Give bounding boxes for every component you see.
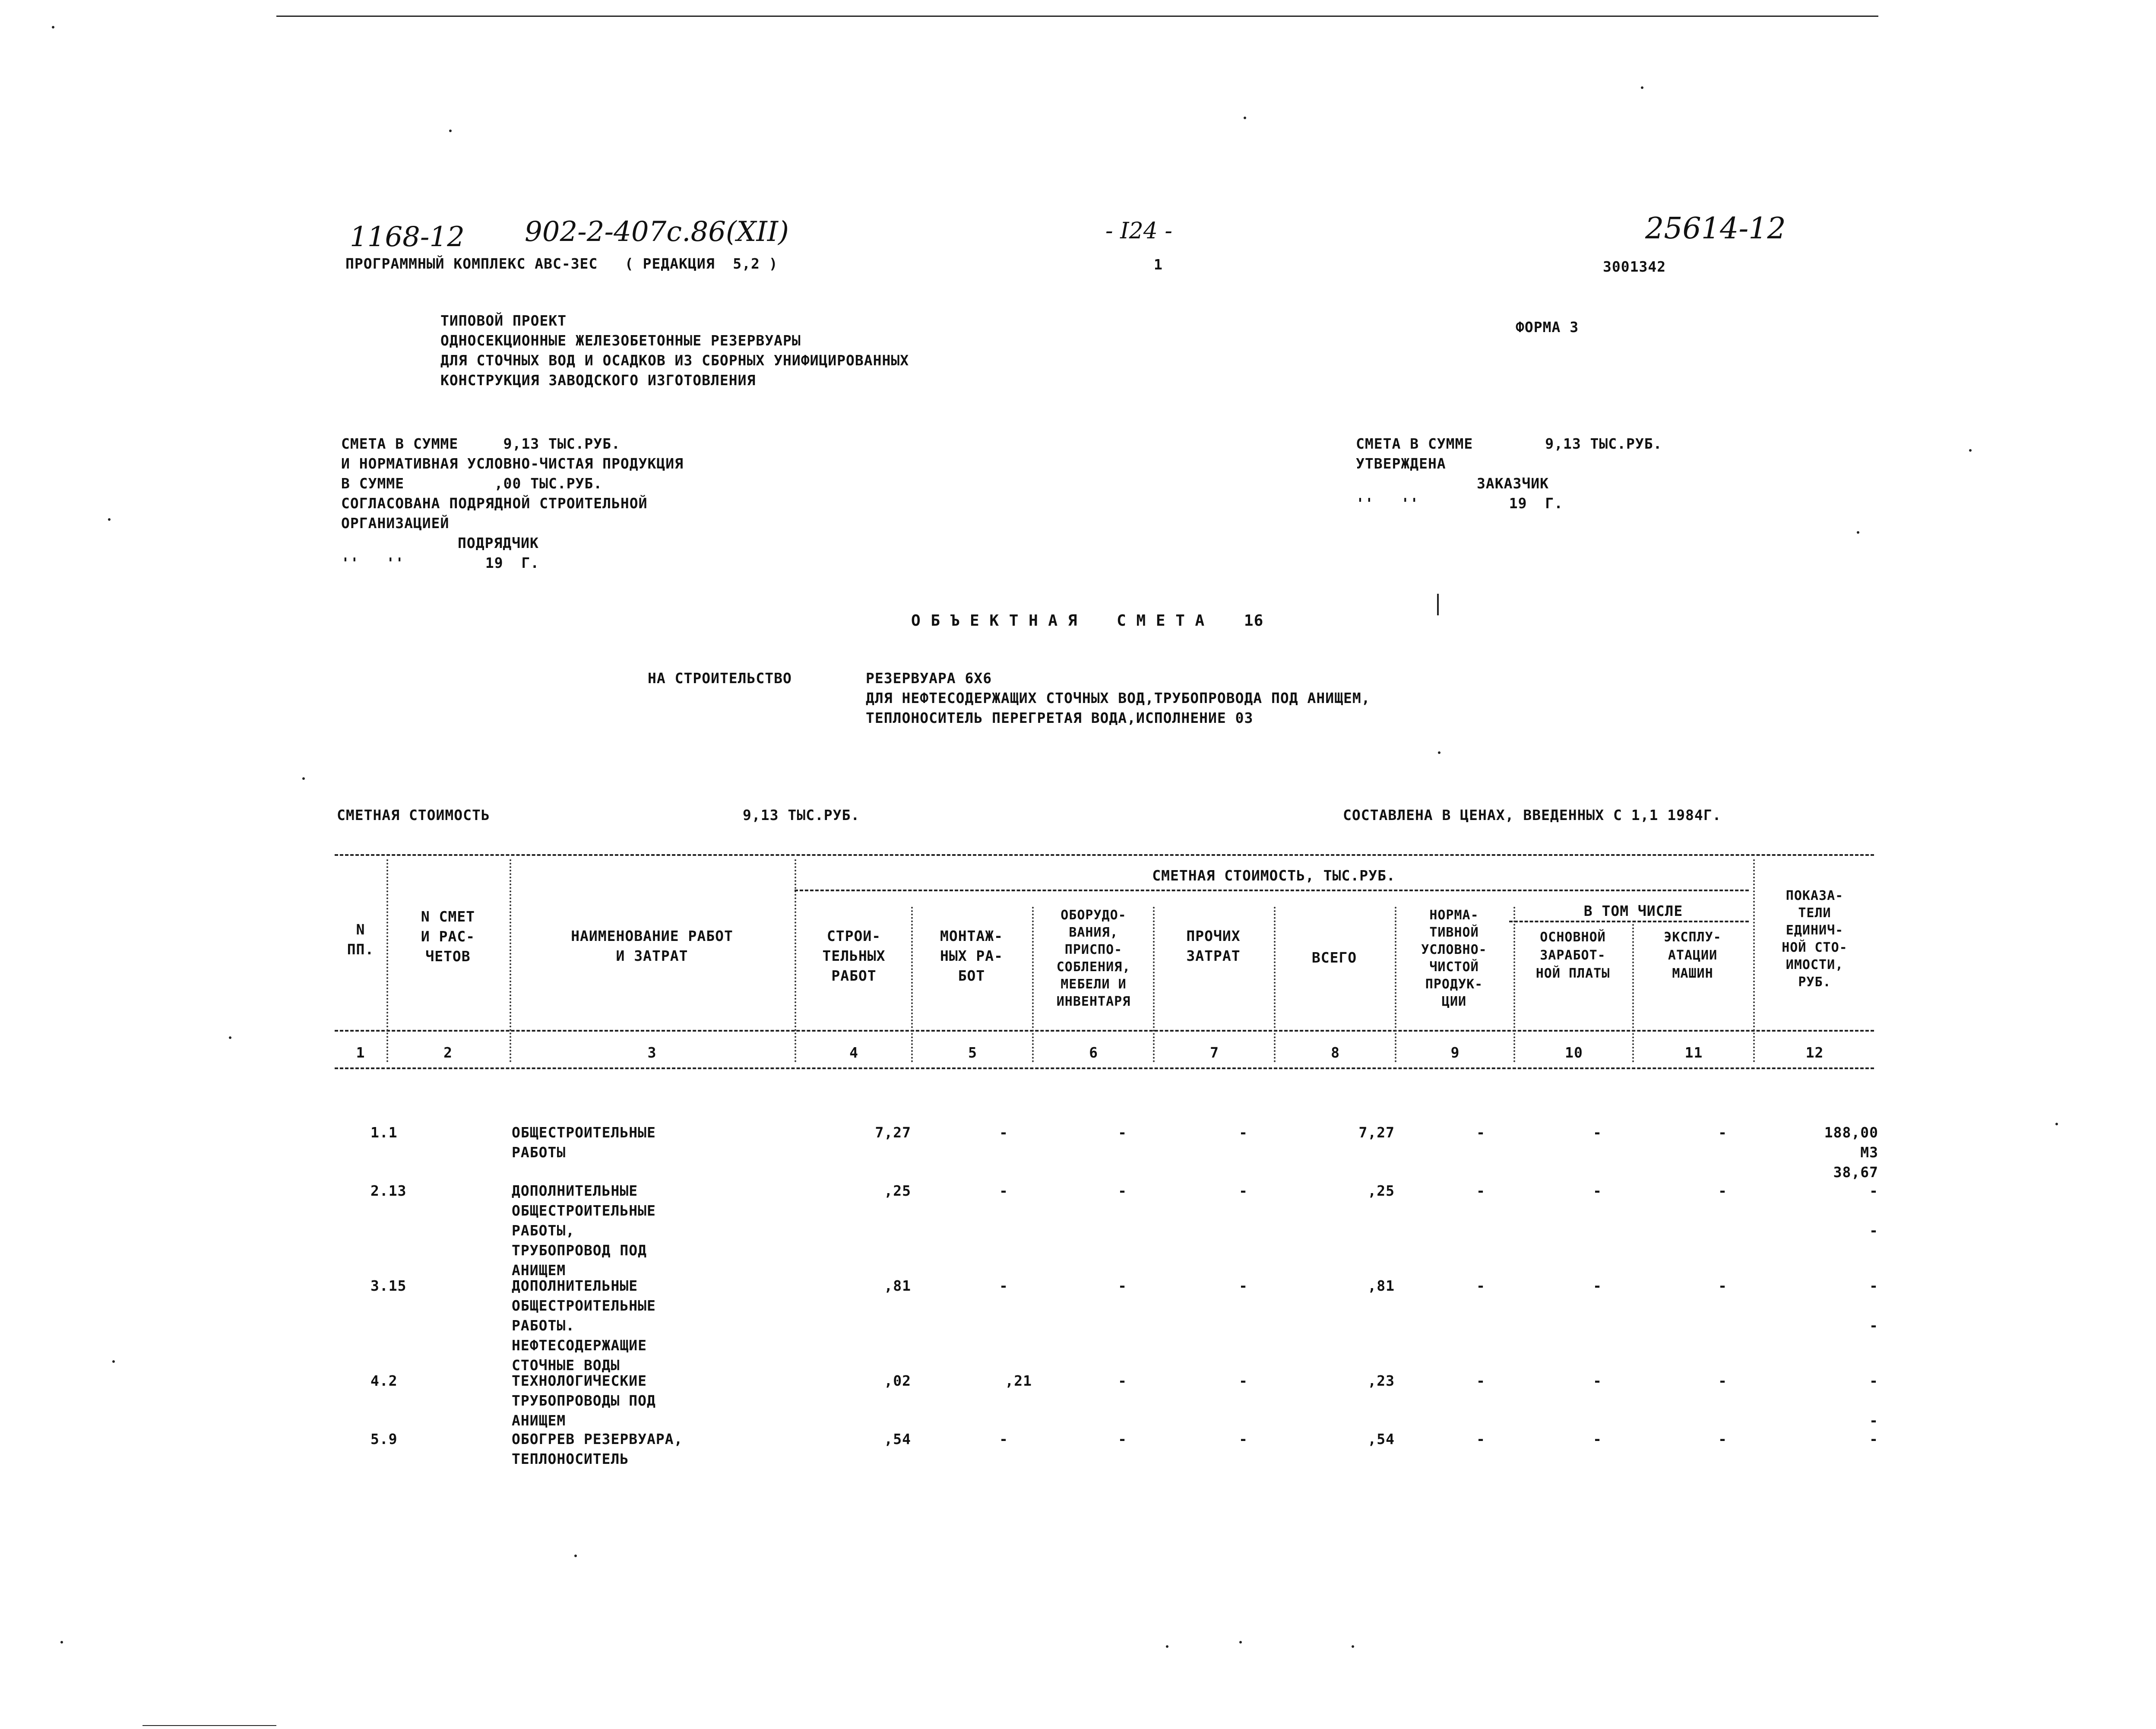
row-stroit: ,25 <box>884 1182 911 1199</box>
column-header: ВСЕГО <box>1311 949 1357 966</box>
contractor-line-2: И НОРМАТИВНАЯ УСЛОВНО-ЧИСТАЯ ПРОДУКЦИЯ <box>341 455 684 472</box>
group-header-border <box>795 890 1749 891</box>
contractor-line-3: В СУММЕ ,00 ТЫС.РУБ. <box>341 475 603 492</box>
scan-speck <box>1969 449 1972 452</box>
column-number: 12 <box>1805 1044 1824 1061</box>
customer-line-1: СМЕТА В СУММЕ 9,13 ТЫС.РУБ. <box>1356 435 1662 452</box>
row-stroit: ,81 <box>884 1277 911 1294</box>
row-zarplata: - <box>1593 1372 1602 1389</box>
project-line-1: ТИПОВОЙ ПРОЕКТ <box>440 312 567 329</box>
row-name: ОБОГРЕВ РЕЗЕРВУАРА, ТЕПЛОНОСИТЕЛЬ <box>512 1431 683 1467</box>
title-subject-3: ТЕПЛОНОСИТЕЛЬ ПЕРЕГРЕТАЯ ВОДА,ИСПОЛНЕНИЕ 03 <box>866 709 1254 726</box>
row-norm: - <box>1476 1277 1485 1294</box>
estimated-cost-value: 9,13 ТЫС.РУБ. <box>743 807 860 823</box>
column-number: 8 <box>1331 1044 1340 1061</box>
scan-speck <box>302 777 305 780</box>
row-norm: - <box>1476 1124 1485 1141</box>
project-line-2: ОДНОСЕКЦИОННЫЕ ЖЕЛЕЗОБЕТОННЫЕ РЕЗЕРВУАРЫ <box>440 332 801 349</box>
row-smeta: 1.1 <box>370 1124 398 1141</box>
column-number: 3 <box>647 1044 657 1061</box>
contractor-line-6: ПОДРЯДЧИК <box>458 535 539 551</box>
scan-speck <box>1244 117 1246 119</box>
column-header: ПРОЧИХ ЗАТРАТ <box>1186 928 1241 964</box>
customer-line-4: '' '' 19 Г. <box>1356 495 1563 512</box>
row-oborud: - <box>1118 1277 1127 1294</box>
row-name: ДОПОЛНИТЕЛЬНЫЕ ОБЩЕСТРОИТЕЛЬНЫЕ РАБОТЫ. НЕФТЕСОДЕРЖАЩИЕ СТОЧНЫЕ ВОДЫ <box>512 1277 656 1374</box>
column-number: 11 <box>1684 1044 1703 1061</box>
scan-speck <box>229 1036 231 1039</box>
row-mashiny: - <box>1718 1372 1727 1389</box>
column-divider <box>911 907 913 1062</box>
row-oborud: - <box>1118 1124 1127 1141</box>
column-number: 4 <box>849 1044 858 1061</box>
row-name: ДОПОЛНИТЕЛЬНЫЕ ОБЩЕСТРОИТЕЛЬНЫЕ РАБОТЫ, ТРУБОПРОВОД ПОД АНИЩЕМ <box>512 1182 656 1279</box>
column-divider <box>1032 907 1034 1062</box>
row-montazh: ,21 <box>1005 1372 1032 1389</box>
contractor-line-1: СМЕТА В СУММЕ 9,13 ТЫС.РУБ. <box>341 435 621 452</box>
column-header: ОСНОВНОЙ ЗАРАБОТ- НОЙ ПЛАТЫ <box>1535 930 1610 981</box>
bottom-rule <box>142 1725 276 1726</box>
row-pokaz: - - <box>1869 1372 1878 1429</box>
column-number: 5 <box>968 1044 977 1061</box>
top-rule <box>276 16 1878 17</box>
document-title: О Б Ъ Е К Т Н А Я С М Е Т А 16 <box>911 612 1264 630</box>
scan-speck <box>574 1555 577 1557</box>
row-montazh: - <box>999 1182 1008 1199</box>
column-header: ОБОРУДО- ВАНИЯ, ПРИСПО- СОБЛЕНИЯ, МЕБЕЛИ И ИНВЕНТАРЯ <box>1056 908 1131 1009</box>
column-divider <box>510 859 511 1062</box>
column-number: 7 <box>1210 1044 1219 1061</box>
scan-speck <box>1438 751 1440 754</box>
row-pokaz: - - <box>1869 1277 1878 1334</box>
row-stroit: ,02 <box>884 1372 911 1389</box>
row-pokaz: 188,00 М3 38,67 <box>1824 1124 1878 1181</box>
row-prochie: - <box>1239 1372 1248 1389</box>
row-zarplata: - <box>1593 1182 1602 1199</box>
row-pokaz: - <box>1869 1431 1878 1447</box>
row-vsego: ,25 <box>1368 1182 1395 1199</box>
column-divider <box>1274 907 1276 1062</box>
row-stroit: ,54 <box>884 1431 911 1447</box>
column-header: ПОКАЗА- ТЕЛИ ЕДИНИЧ- НОЙ СТО- ИМОСТИ, РУБ. <box>1782 888 1848 990</box>
header-bottom-border <box>335 1030 1874 1032</box>
contractor-line-4: СОГЛАСОВАНА ПОДРЯДНОЙ СТРОИТЕЛЬНОЙ <box>341 495 648 512</box>
row-montazh: - <box>999 1431 1008 1447</box>
table-top-border <box>335 854 1874 856</box>
scan-speck <box>1166 1645 1168 1648</box>
customer-line-3: ЗАКАЗЧИК <box>1477 475 1549 492</box>
row-mashiny: - <box>1718 1277 1727 1294</box>
row-prochie: - <box>1239 1277 1248 1294</box>
title-for-label: НА СТРОИТЕЛЬСТВО <box>648 670 792 687</box>
column-number: 1 <box>356 1044 365 1061</box>
handwritten-project-code: 902-2-407c.86(XII) <box>525 216 789 248</box>
column-header: СТРОИ- ТЕЛЬНЫХ РАБОТ <box>822 928 886 984</box>
estimated-cost-label: СМЕТНАЯ СТОИМОСТЬ <box>337 807 490 823</box>
column-number: 2 <box>443 1044 453 1061</box>
column-number: 6 <box>1089 1044 1098 1061</box>
group-header: СМЕТНАЯ СТОИМОСТЬ, ТЫС.РУБ. <box>1152 867 1396 884</box>
contractor-line-5: ОРГАНИЗАЦИЕЙ <box>341 515 450 532</box>
column-number: 10 <box>1565 1044 1583 1061</box>
column-number: 9 <box>1450 1044 1460 1061</box>
scan-speck <box>108 518 111 521</box>
customer-line-2: УТВЕРЖДЕНА <box>1356 455 1446 472</box>
row-zarplata: - <box>1593 1431 1602 1447</box>
project-line-4: КОНСТРУКЦИЯ ЗАВОДСКОГО ИЗГОТОВЛЕНИЯ <box>440 372 756 389</box>
scan-speck <box>1239 1641 1242 1644</box>
row-vsego: 7,27 <box>1358 1124 1395 1141</box>
row-smeta: 2.13 <box>370 1182 407 1199</box>
row-mashiny: - <box>1718 1124 1727 1141</box>
column-divider <box>795 859 796 1062</box>
handwritten-left-code: 1168-12 <box>350 221 465 253</box>
column-header: НОРМА- ТИВНОЙ УСЛОВНО- ЧИСТОЙ ПРОДУК- ЦИИ <box>1421 908 1487 1009</box>
scan-speck <box>1641 86 1643 89</box>
title-subject-2: ДЛЯ НЕФТЕСОДЕРЖАЩИХ СТОЧНЫХ ВОД,ТРУБОПРОВОДА ПОД АНИЩЕМ, <box>866 690 1371 706</box>
title-subject-1: РЕЗЕРВУАРА 6Х6 <box>866 670 992 687</box>
row-norm: - <box>1476 1431 1485 1447</box>
column-header: N СМЕТ И РАС- ЧЕТОВ <box>421 908 475 965</box>
page-number: - I24 - <box>1105 218 1172 244</box>
scan-speck <box>112 1360 115 1363</box>
handwritten-right-code: 25614-12 <box>1645 212 1786 246</box>
row-oborud: - <box>1118 1182 1127 1199</box>
row-oborud: - <box>1118 1431 1127 1447</box>
row-zarplata: - <box>1593 1277 1602 1294</box>
sheet-number: 1 <box>1154 256 1163 273</box>
row-mashiny: - <box>1718 1182 1727 1199</box>
row-smeta: 4.2 <box>370 1372 398 1389</box>
column-header: МОНТАЖ- НЫХ РА- БОТ <box>940 928 1004 984</box>
row-norm: - <box>1476 1372 1485 1389</box>
row-montazh: - <box>999 1124 1008 1141</box>
column-header: ЭКСПЛУ- АТАЦИИ МАШИН <box>1664 930 1722 981</box>
column-divider <box>386 859 388 1062</box>
scan-speck <box>1857 531 1859 534</box>
row-pokaz: - - <box>1869 1182 1878 1239</box>
column-header: НАИМЕНОВАНИЕ РАБОТ И ЗАТРАТ <box>571 928 733 964</box>
row-mashiny: - <box>1718 1431 1727 1447</box>
row-vsego: ,54 <box>1368 1431 1395 1447</box>
row-oborud: - <box>1118 1372 1127 1389</box>
contractor-line-7: '' '' 19 Г. <box>341 554 540 571</box>
row-montazh: - <box>999 1277 1008 1294</box>
scan-speck <box>52 26 54 28</box>
row-stroit: 7,27 <box>875 1124 911 1141</box>
column-divider <box>1753 859 1755 1062</box>
row-prochie: - <box>1239 1182 1248 1199</box>
price-basis: СОСТАВЛЕНА В ЦЕНАХ, ВВЕДЕННЫХ С 1,1 1984Г. <box>1343 807 1722 823</box>
form-label: ФОРМА 3 <box>1516 319 1579 336</box>
row-zarplata: - <box>1593 1124 1602 1141</box>
mark-vertical <box>1437 594 1439 615</box>
row-smeta: 3.15 <box>370 1277 407 1294</box>
row-prochie: - <box>1239 1124 1248 1141</box>
row-name: ТЕХНОЛОГИЧЕСКИЕ ТРУБОПРОВОДЫ ПОД АНИЩЕМ <box>512 1372 656 1429</box>
row-vsego: ,81 <box>1368 1277 1395 1294</box>
row-name: ОБЩЕСТРОИТЕЛЬНЫЕ РАБОТЫ <box>512 1124 656 1161</box>
row-norm: - <box>1476 1182 1485 1199</box>
column-divider <box>1395 907 1396 1062</box>
program-line: ПРОГРАММНЫЙ КОМПЛЕКС АВС-ЗЕС ( РЕДАКЦИЯ 5,2 ) <box>345 255 778 272</box>
column-header: N ПП. <box>347 921 374 958</box>
doc-number: 3001342 <box>1603 258 1666 275</box>
scan-speck <box>449 130 452 132</box>
column-numbers-border <box>335 1067 1874 1069</box>
row-prochie: - <box>1239 1431 1248 1447</box>
column-divider <box>1153 907 1155 1062</box>
column-divider <box>1513 907 1515 1062</box>
row-vsego: ,23 <box>1368 1372 1395 1389</box>
scan-speck <box>60 1641 63 1644</box>
scan-speck <box>2055 1123 2058 1125</box>
subgroup-header: В ТОМ ЧИСЛЕ <box>1583 902 1683 919</box>
row-smeta: 5.9 <box>370 1431 398 1447</box>
project-line-3: ДЛЯ СТОЧНЫХ ВОД И ОСАДКОВ ИЗ СБОРНЫХ УНИФИЦИРОВАННЫХ <box>440 352 909 369</box>
column-divider <box>1632 924 1634 1062</box>
scan-speck <box>1352 1645 1354 1648</box>
